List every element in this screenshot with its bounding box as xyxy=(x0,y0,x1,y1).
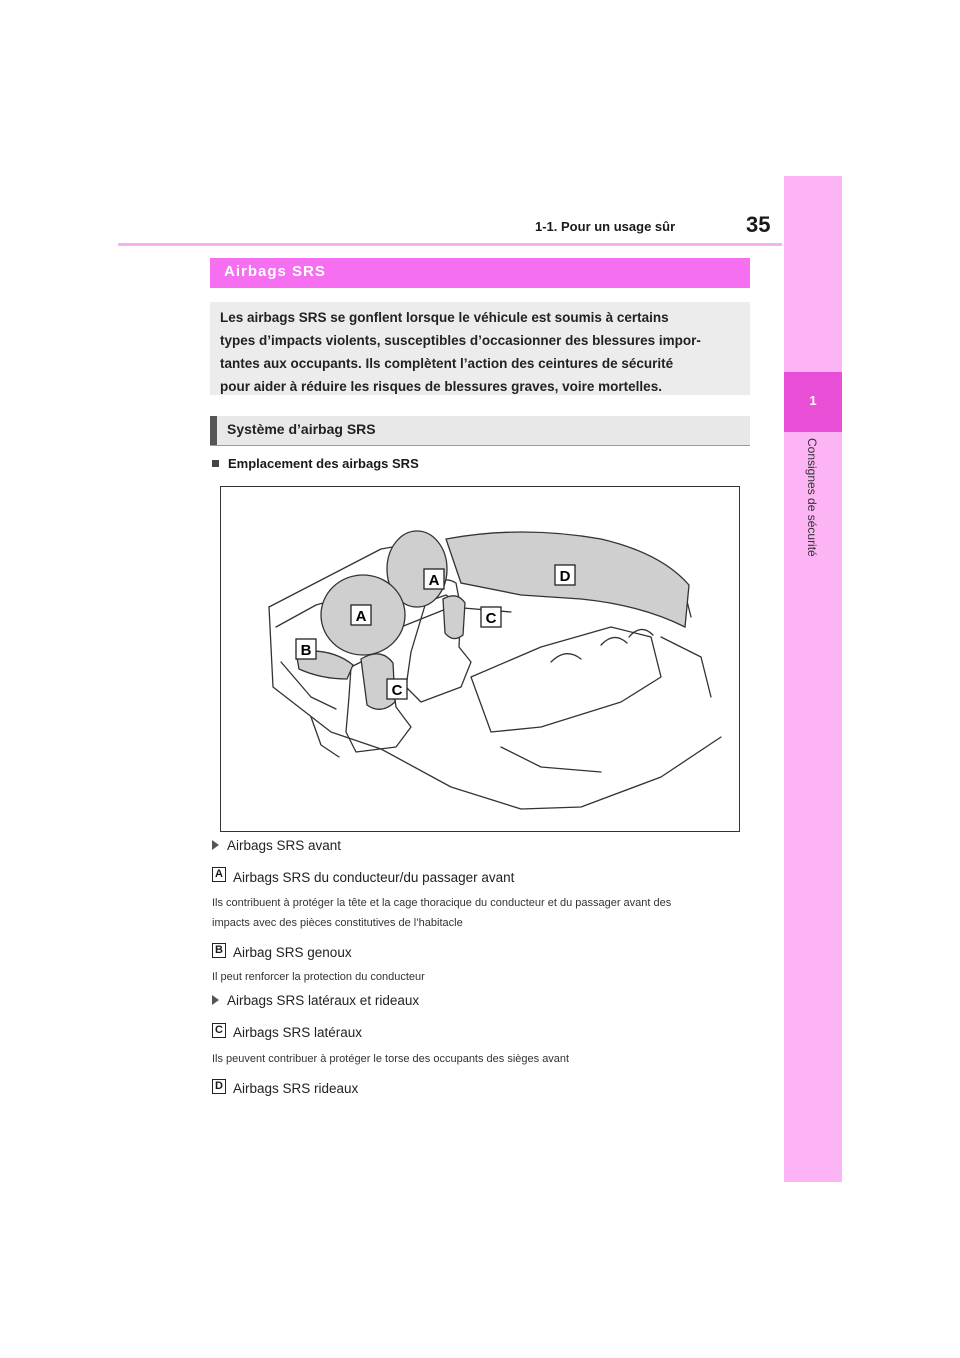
rear-headrest-3 xyxy=(629,629,653,637)
chapter-title: Consignes de sécurité xyxy=(805,438,819,557)
front-floor-line xyxy=(311,717,339,757)
figure-label-b: B xyxy=(300,642,312,659)
side-chapter-tab xyxy=(784,176,842,1182)
item-a-title: Airbags SRS du conducteur/du passager avant xyxy=(233,870,515,885)
item-a-description-line: impacts avec des pièces constitutives de l’habitacle xyxy=(212,917,463,929)
intro-line: types d’impacts violents, susceptibles d’occasionner des blessures impor- xyxy=(220,333,701,348)
rear-door-line xyxy=(661,637,711,697)
page-number: 35 xyxy=(746,212,771,237)
item-badge-a: A xyxy=(212,867,226,882)
front-airbags-group-label: Airbags SRS avant xyxy=(227,838,342,853)
rear-seat-bench xyxy=(471,627,661,732)
item-b-description: Il peut renforcer la protection du conducteur xyxy=(212,971,425,983)
item-a-description-line: Ils contribuent à protéger la tête et la cage thoracique du conducteur et du passager avant des xyxy=(212,897,672,909)
square-bullet-icon xyxy=(212,460,219,467)
subsection-heading: Système d’airbag SRS xyxy=(210,416,750,445)
car-interior-illustration xyxy=(221,487,739,831)
intro-line: pour aider à réduire les risques de blessures graves, voire mortelles. xyxy=(220,379,662,394)
chapter-number: 1 xyxy=(809,393,817,408)
figure-label-a-upper: A xyxy=(428,572,440,589)
intro-line: tantes aux occupants. Ils complètent l’action des ceintures de sécurité xyxy=(220,356,674,371)
airbag-location-figure xyxy=(220,486,740,832)
rear-headrest-2 xyxy=(601,637,627,645)
floor-line xyxy=(501,747,601,772)
running-header: 1-1. Pour un usage sûr xyxy=(535,219,676,234)
item-c-description: Ils peuvent contribuer à protéger le torse des occupants des sièges avant xyxy=(212,1053,570,1065)
intro-line: Les airbags SRS se gonflent lorsque le véhicule est soumis à certains xyxy=(220,310,669,325)
triangle-bullet-icon xyxy=(212,840,219,850)
side-curtain-airbags-group xyxy=(212,993,419,1008)
intro-box xyxy=(210,302,750,395)
item-c-title: Airbags SRS latéraux xyxy=(233,1025,363,1040)
item-badge-b: B xyxy=(212,943,226,958)
figure-label-d: D xyxy=(559,568,571,585)
rear-headrest-1 xyxy=(551,654,581,662)
front-airbags-group xyxy=(212,838,341,853)
item-badge-c: C xyxy=(212,1023,226,1038)
figure-label-c-lower: C xyxy=(391,682,403,699)
triangle-bullet-icon xyxy=(212,995,219,1005)
figure-label-a-lower: A xyxy=(355,608,367,625)
bullet-heading-text: Emplacement des airbags SRS xyxy=(228,456,419,471)
item-a-description xyxy=(212,893,752,933)
item-b-title: Airbag SRS genoux xyxy=(233,945,352,960)
header-rule xyxy=(118,243,782,246)
bullet-heading xyxy=(212,456,419,471)
item-d-title: Airbags SRS rideaux xyxy=(233,1081,359,1096)
section-banner: Airbags SRS xyxy=(210,258,750,288)
figure-label-c-upper: C xyxy=(485,610,497,627)
passenger-side-airbag-shape xyxy=(443,596,465,639)
item-badge-d: D xyxy=(212,1079,226,1094)
subsection-rule xyxy=(210,445,750,446)
side-curtain-airbags-group-label: Airbags SRS latéraux et rideaux xyxy=(227,993,420,1008)
